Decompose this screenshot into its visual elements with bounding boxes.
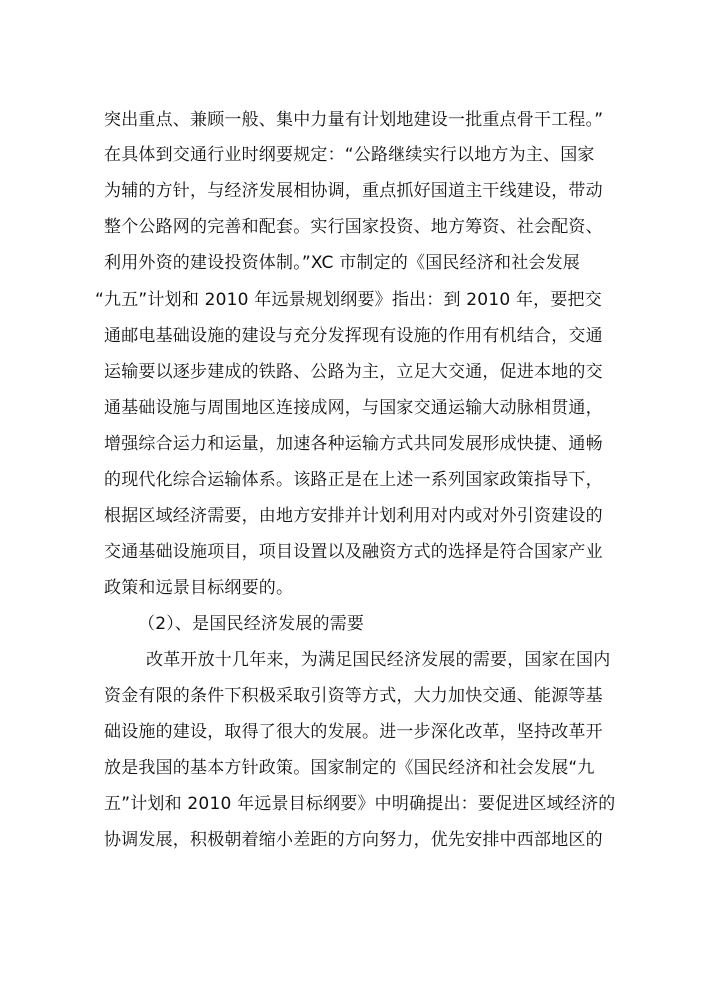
body-text-line: 根据区域经济需要，由地方安排并计划利用对内或对外引资建设的 (104, 506, 603, 526)
body-text-line: “九五”计划和 2010 年远景规划纲要》指出：到 2010 年，要把交 (95, 290, 602, 310)
body-text-line: 交通基础设施项目，项目设置以及融资方式的选择是符合国家产业 (104, 542, 603, 562)
body-text-line: 突出重点、兼顾一般、集中力量有计划地建设一批重点骨干工程。” (104, 110, 604, 130)
body-text-line: 的现代化综合运输体系。该路正是在上述一系列国家政策指导下， (104, 470, 603, 490)
body-text-line: 改革开放十几年来，为满足国民经济发展的需要，国家在国内 (146, 650, 611, 670)
body-text-line: 增强综合运力和运量，加速各种运输方式共同发展形成快捷、通畅 (104, 434, 603, 454)
body-text-line: 通基础设施与周围地区连接成网，与国家交通运输大动脉相贯通， (104, 398, 603, 418)
body-text-line: 在具体到交通行业时纲要规定：“公路继续实行以地方为主、国家 (104, 145, 595, 165)
body-text-line: 利用外资的建设投资体制。”XC 市制定的《国民经济和社会发展 (104, 253, 580, 273)
body-text-line: 五”计划和 2010 年远景目标纲要》中明确提出：要促进区域经济的 (104, 794, 616, 814)
body-text-line: 政策和远景目标纲要的。 (104, 578, 294, 598)
section-heading: （2）、是国民经济发展的需要 (138, 614, 365, 634)
body-text-line: 放是我国的基本方针政策。国家制定的《国民经济和社会发展“九 (104, 758, 595, 778)
body-text-line: 运输要以逐步建成的铁路、公路为主，立足大交通，促进本地的交 (104, 362, 603, 382)
body-text-line: 通邮电基础设施的建设与充分发挥现有设施的作用有机结合，交通 (104, 326, 603, 346)
body-text-line: 础设施的建设，取得了很大的发展。进一步深化改革，坚持改革开 (104, 722, 603, 742)
body-text-line: 协调发展，积极朝着缩小差距的方向努力，优先安排中西部地区的 (104, 830, 603, 850)
body-text-line: 整个公路网的完善和配套。实行国家投资、地方筹资、社会配资、 (104, 217, 603, 237)
body-text-line: 为辅的方针，与经济发展相协调，重点抓好国道主干线建设，带动 (104, 181, 603, 201)
body-text-line: 资金有限的条件下积极采取引资等方式，大力加快交通、能源等基 (104, 686, 603, 706)
